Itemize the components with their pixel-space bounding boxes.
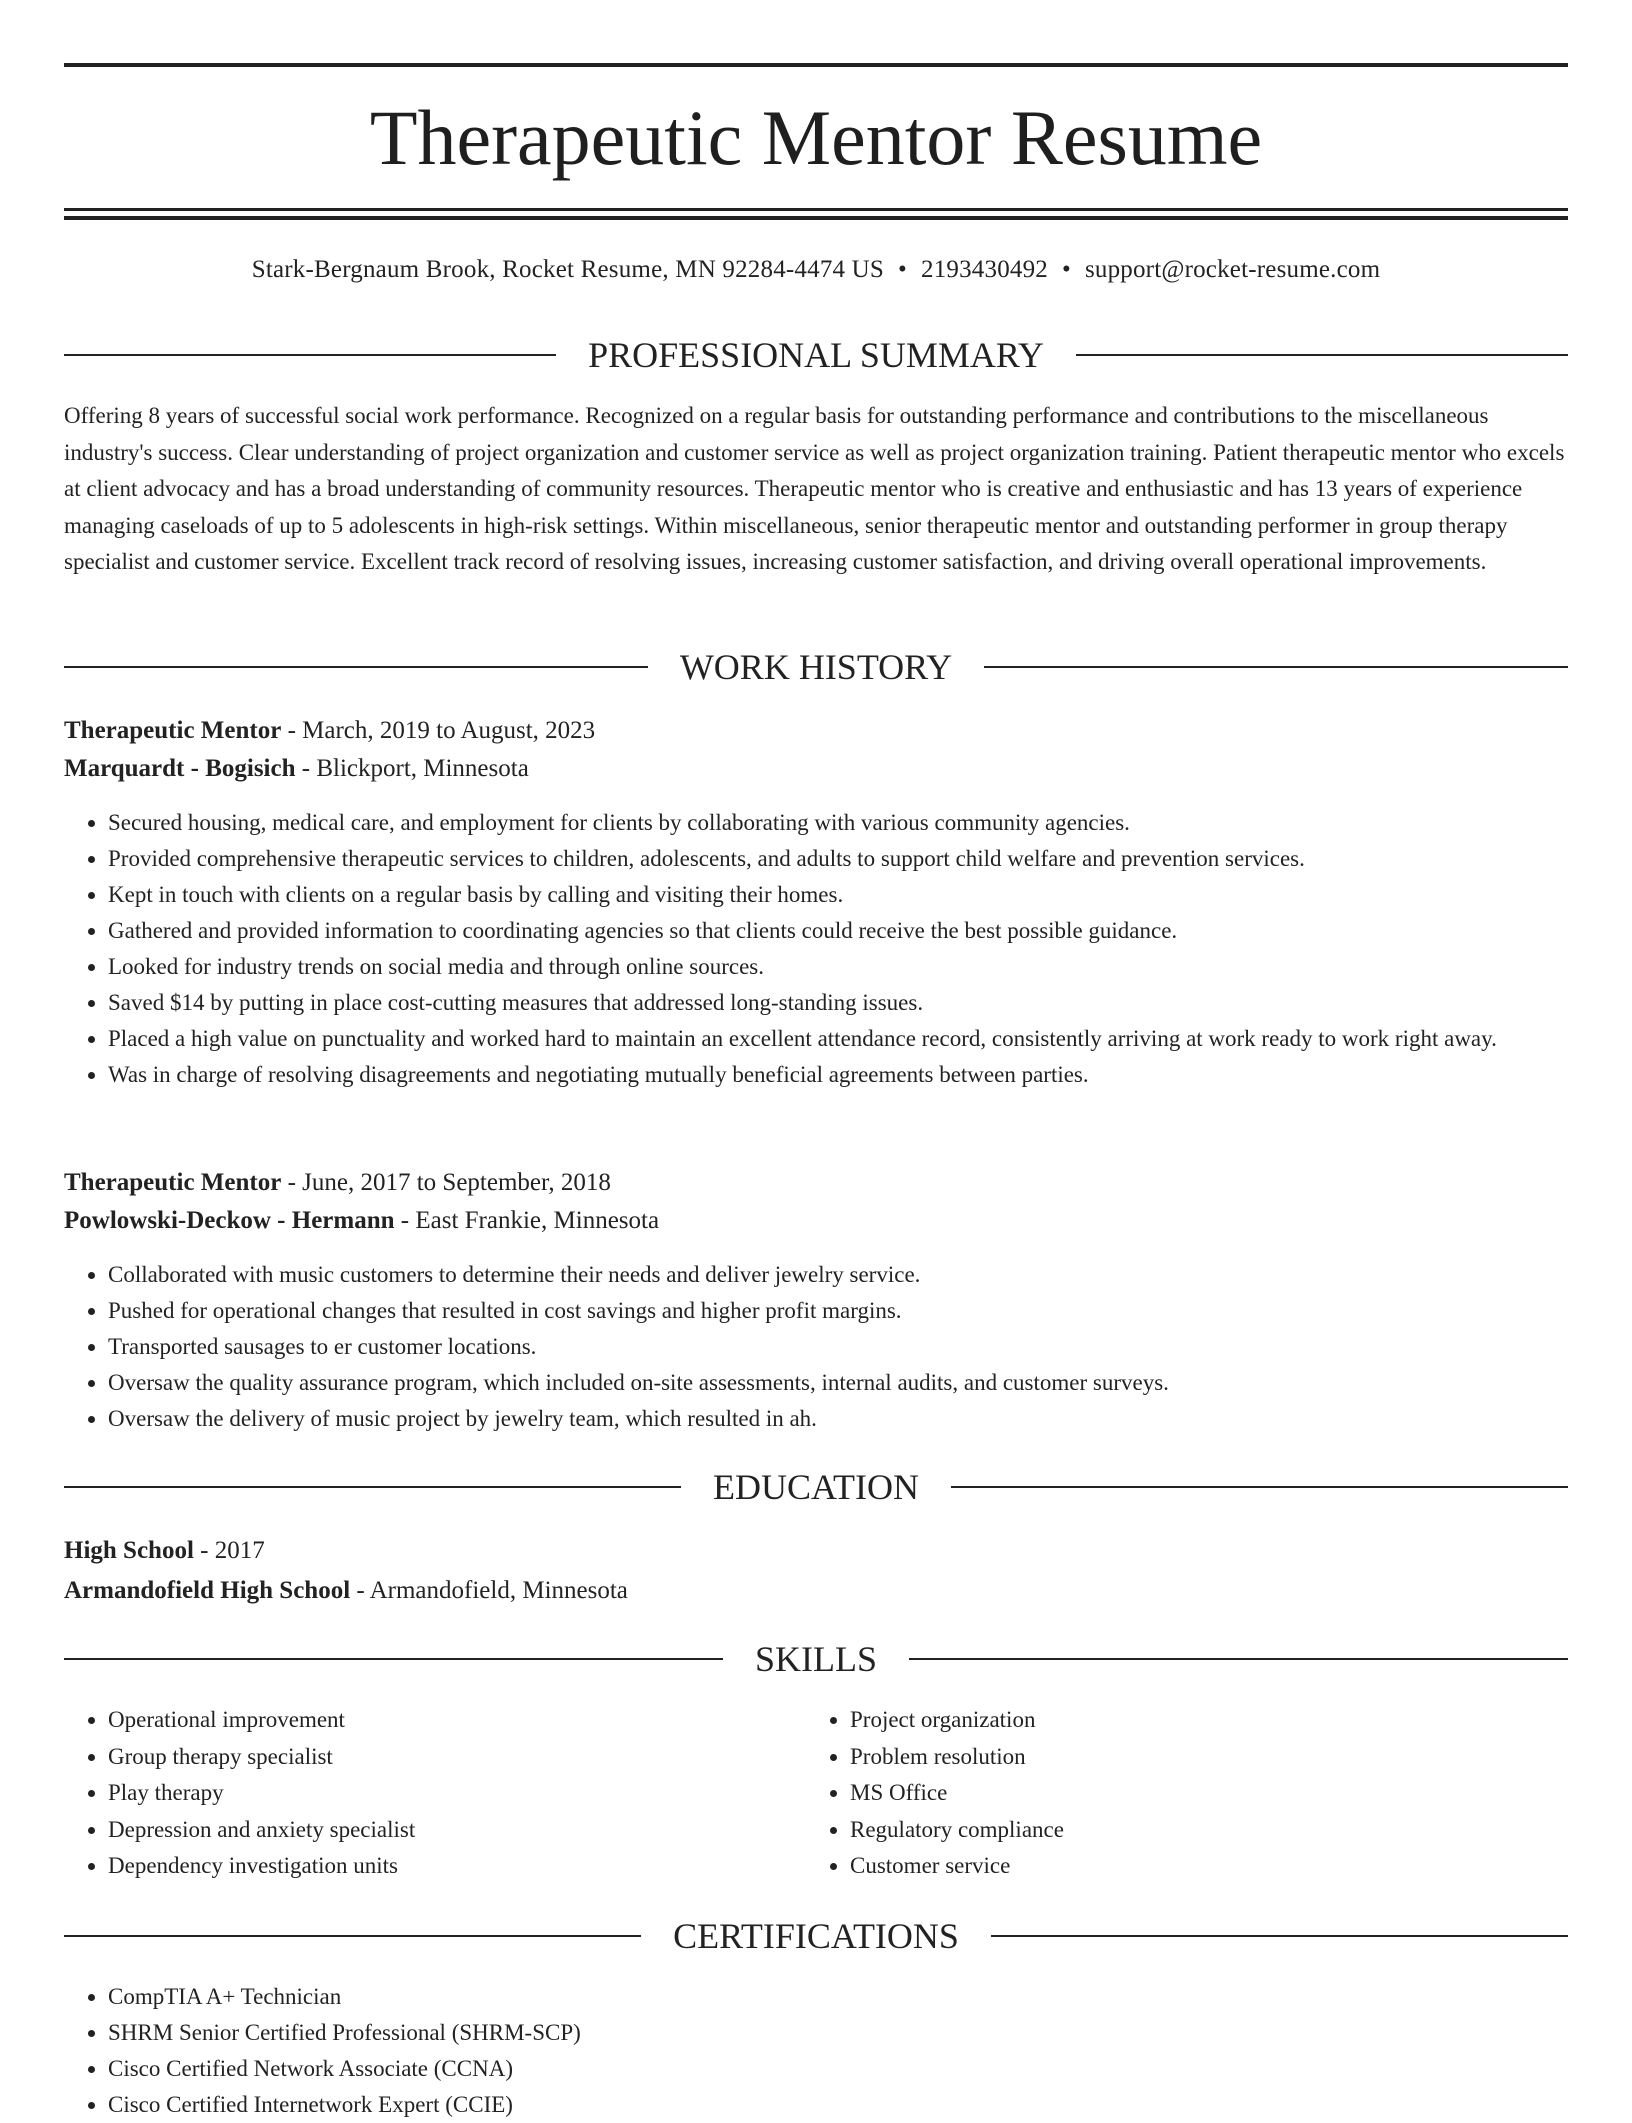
list-item: • Kept in touch with clients on a regular basis by calling and visiting their homes.	[108, 877, 1612, 913]
section-title-work: WORK HISTORY	[679, 647, 953, 687]
list-item: • CompTIA A+ Technician	[108, 1979, 1612, 2015]
contact-separator: •	[1062, 256, 1071, 283]
job-1-company-line	[64, 750, 1568, 788]
job-1-location: - Blickport, Minnesota	[295, 755, 529, 782]
job-2-title: Therapeutic Mentor	[64, 1169, 282, 1196]
contact-line	[64, 252, 1568, 288]
summary-text: Offering 8 years of successful social work performance. Recognized on a regular basis for outstanding performance and contributions to the miscellaneous industry's success. Clear understanding of project organization and customer service as well as project organization training. Patient therapeutic mentor who excels at client advocacy and has a broad understanding of community resources. Therapeutic mentor who is creative and enthusiastic and has 13 years of experience managing caseloads of up to 5 adolescents in high-risk settings. Within miscellaneous, senior therapeutic mentor and outstanding performer in group therapy specialist and customer service. Excellent track record of resolving issues, increasing customer satisfaction, and driving overall operational improvements.	[64, 403, 1565, 574]
list-item: • SHRM Senior Certified Professional (SHRM-SCP)	[108, 2015, 1612, 2051]
list-item: • Collaborated with music customers to determine their needs and deliver jewelry service.	[108, 1257, 1612, 1293]
list-item: • Regulatory compliance	[850, 1812, 1550, 1849]
resume-title: Therapeutic Mentor Resume	[369, 94, 1263, 181]
list-item: • Transported sausages to er customer locations.	[108, 1329, 1612, 1365]
job-2-location: - East Frankie, Minnesota	[394, 1207, 660, 1234]
list-item: • Provided comprehensive therapeutic services to children, adolescents, and adults to support child welfare and prevention services.	[108, 841, 1612, 877]
section-rule	[64, 1935, 641, 1937]
list-item: • Oversaw the delivery of music project by jewelry team, which resulted in ah.	[108, 1401, 1612, 1437]
list-item: • Cisco Certified Internetwork Expert (CCIE)	[108, 2087, 1612, 2123]
section-rule	[64, 354, 556, 356]
education-school-line	[64, 1572, 1568, 1610]
section-title-certifications: CERTIFICATIONS	[673, 1916, 959, 1956]
education-year: - 2017	[193, 1537, 265, 1564]
job-1-dates: - March, 2019 to August, 2023	[281, 717, 596, 744]
list-item: • Placed a high value on punctuality and worked hard to maintain an excellent attendance record, consistently arriving at work ready to work right away.	[108, 1021, 1612, 1057]
section-rule	[909, 1658, 1568, 1660]
section-rule	[951, 1486, 1568, 1488]
job-2-bullets	[64, 1257, 1612, 1437]
job-1-title-line	[64, 712, 1568, 750]
list-item: • Saved $14 by putting in place cost-cutting measures that addressed long-standing issues.	[108, 985, 1612, 1021]
list-item: • Depression and anxiety specialist	[108, 1812, 808, 1849]
section-title-summary: PROFESSIONAL SUMMARY	[588, 335, 1044, 375]
education-degree: High School	[64, 1537, 194, 1564]
list-item: • Play therapy	[108, 1775, 808, 1812]
list-item: • Group therapy specialist	[108, 1739, 808, 1776]
job-1-bullets	[64, 805, 1612, 1093]
list-item: • Looked for industry trends on social media and through online sources.	[108, 949, 1612, 985]
education-school: Armandofield High School	[64, 1577, 351, 1604]
section-header-certifications	[64, 1914, 1568, 1958]
section-title-skills: SKILLS	[755, 1639, 878, 1679]
contact-email: support@rocket-resume.com	[1084, 256, 1381, 283]
section-header-summary	[64, 333, 1568, 377]
section-header-education	[64, 1465, 1568, 1509]
list-item: • Secured housing, medical care, and employment for clients by collaborating with various community agencies.	[108, 805, 1612, 841]
job-2-title-line	[64, 1164, 1568, 1202]
section-title-education: EDUCATION	[713, 1467, 919, 1507]
list-item: • Customer service	[850, 1848, 1550, 1885]
list-item: • Oversaw the quality assurance program, which included on-site assessments, internal audits, and customer surveys.	[108, 1365, 1612, 1401]
contact-separator: •	[898, 256, 907, 283]
section-rule	[991, 1935, 1568, 1937]
contact-address: Stark-Bergnaum Brook, Rocket Resume, MN 92284-4474 US	[251, 256, 885, 283]
list-item: • Operational improvement	[108, 1702, 808, 1739]
header-bottom-rule-1	[64, 208, 1568, 211]
section-rule	[984, 666, 1568, 668]
education-location: - Armandofield, Minnesota	[350, 1577, 628, 1604]
section-rule	[64, 1486, 681, 1488]
list-item: • Project organization	[850, 1702, 1550, 1739]
skills-list-left	[64, 1702, 808, 1885]
list-item: • Dependency investigation units	[108, 1848, 808, 1885]
job-1-title: Therapeutic Mentor	[64, 717, 282, 744]
job-1-company: Marquardt - Bogisich	[64, 755, 296, 782]
section-rule	[1076, 354, 1568, 356]
section-rule	[64, 666, 648, 668]
job-2-company: Powlowski-Deckow - Hermann	[64, 1207, 395, 1234]
education-degree-line	[64, 1532, 1568, 1570]
contact-phone: 2193430492	[921, 256, 1048, 283]
section-rule	[64, 1658, 723, 1660]
skills-list-right	[806, 1702, 1550, 1885]
section-header-work	[64, 645, 1568, 689]
list-item: • Problem resolution	[850, 1739, 1550, 1776]
list-item: • Pushed for operational changes that resulted in cost savings and higher profit margins.	[108, 1293, 1612, 1329]
section-header-skills	[64, 1637, 1568, 1681]
job-2-company-line	[64, 1202, 1568, 1240]
header-top-rule	[64, 63, 1568, 67]
certifications-list	[64, 1979, 1612, 2123]
header-bottom-rule-2	[64, 216, 1568, 220]
list-item: • Cisco Certified Network Associate (CCNA)	[108, 2051, 1612, 2087]
job-2-dates: - June, 2017 to September, 2018	[281, 1169, 611, 1196]
list-item: • Gathered and provided information to coordinating agencies so that clients could receive the best possible guidance.	[108, 913, 1612, 949]
list-item: • MS Office	[850, 1775, 1550, 1812]
list-item: • Was in charge of resolving disagreements and negotiating mutually beneficial agreements between parties.	[108, 1057, 1612, 1093]
